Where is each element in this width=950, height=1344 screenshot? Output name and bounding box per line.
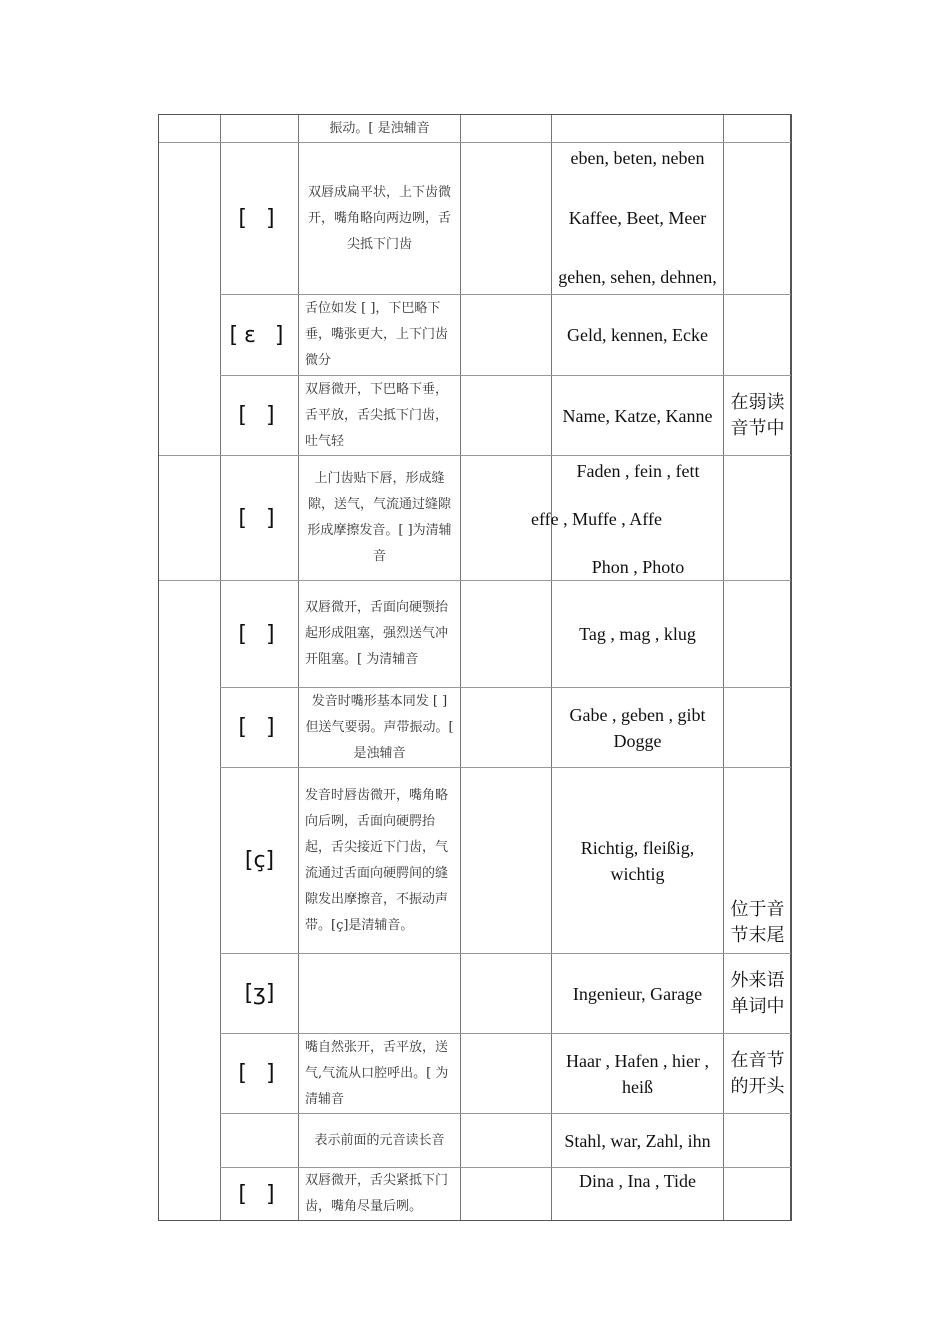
table-row bbox=[299, 115, 460, 142]
table-row bbox=[299, 768, 460, 953]
phonetics-table bbox=[158, 114, 792, 1221]
row-examples bbox=[519, 456, 723, 580]
table-row bbox=[299, 143, 460, 294]
row-examples bbox=[552, 1168, 723, 1220]
row-description: 上门齿贴下唇，形成缝隙，送气，气流通过缝隙形成摩擦发音。[ ]为清辅音 bbox=[307, 471, 452, 564]
row-description: 舌位如发 [ ]，下巴略下垂，嘴张更大，上下门齿微分 bbox=[305, 301, 449, 368]
row-symbol: [ç] bbox=[244, 848, 275, 873]
row-description: 双唇成扁平状，上下齿微开，嘴角略向两边咧，舌尖抵下门齿 bbox=[307, 184, 451, 252]
example-line: Haar , Hafen , hier , heiß bbox=[566, 1050, 709, 1097]
table-row bbox=[299, 376, 460, 455]
table-row bbox=[299, 295, 460, 375]
row-examples bbox=[552, 954, 723, 1033]
row-description: 双唇微开，舌尖紧抵下门齿，嘴角尽量后咧。 bbox=[305, 1173, 449, 1214]
example-line: Tag , mag , klug bbox=[579, 624, 696, 644]
row-examples bbox=[552, 376, 723, 455]
row-symbol: [ ] bbox=[238, 206, 281, 231]
row-description: 发音时嘴形基本同发 [ ] 但送气要弱。声带振动。[ 是浊辅音 bbox=[305, 693, 454, 761]
row-symbol: [ ] bbox=[238, 621, 281, 647]
row-symbol: [ ] bbox=[238, 1181, 281, 1207]
row-examples bbox=[552, 768, 723, 953]
example-line: Faden , fein , fett bbox=[576, 461, 700, 481]
note-text: 位于音节末尾 bbox=[730, 899, 785, 946]
example-line: gehen, sehen, dehnen, bbox=[558, 267, 717, 287]
row-note bbox=[724, 954, 791, 1033]
row-note bbox=[724, 376, 791, 455]
row-description: 双唇微开，舌面向硬颚抬起形成阻塞，强烈送气冲开阻塞。[ 为清辅音 bbox=[305, 600, 449, 667]
row-examples bbox=[552, 581, 723, 687]
note-text: 外来语单词中 bbox=[730, 969, 785, 1017]
example-line: eben, beten, neben bbox=[570, 148, 705, 168]
row-examples bbox=[552, 1034, 723, 1113]
row-note bbox=[724, 768, 791, 953]
row-examples bbox=[552, 1114, 723, 1167]
table-row bbox=[299, 581, 460, 687]
row-symbol: [ ] bbox=[238, 1061, 281, 1086]
example-line: Dina , Ina , Tide bbox=[579, 1171, 696, 1191]
example-line: effe , Muffe , Affe bbox=[531, 509, 662, 529]
table-row bbox=[299, 1034, 460, 1113]
row-symbol: [ ] bbox=[238, 403, 281, 428]
row-description: 振动。[ 是浊辅音 bbox=[329, 120, 430, 136]
example-line: Ingenieur, Garage bbox=[572, 983, 703, 1004]
example-line: Kaffee, Beet, Meer bbox=[568, 207, 707, 228]
note-text: 在弱读音节中 bbox=[730, 391, 785, 439]
example-line: Phon , Photo bbox=[591, 557, 685, 577]
example-line: Stahl, war, Zahl, ihn bbox=[564, 1130, 711, 1151]
note-text: 在音节的开头 bbox=[730, 1049, 785, 1097]
row-description: 双唇微开，下巴略下垂，舌平放，舌尖抵下门齿，吐气轻 bbox=[305, 381, 449, 449]
table-row bbox=[299, 456, 460, 580]
row-symbol: [ ] bbox=[238, 715, 281, 740]
table-row bbox=[299, 688, 460, 767]
example-line: Richtig, fleißig, wichtig bbox=[580, 837, 695, 884]
table-row bbox=[299, 1168, 460, 1220]
row-note bbox=[724, 1034, 791, 1113]
grid-line bbox=[460, 115, 461, 1220]
row-examples bbox=[552, 143, 723, 294]
row-description: 嘴自然张开，舌平放，送气,气流从口腔呼出。[ 为清辅音 bbox=[305, 1039, 449, 1107]
table-row bbox=[299, 1114, 460, 1167]
row-description: 发音时唇齿微开，嘴角略向后咧，舌面向硬腭抬起，舌尖接近下门齿，气流通过舌面向硬腭间的缝隙发出摩擦音，不振动声带。[ç]是清辅音。 bbox=[305, 787, 449, 933]
row-description: 表示前面的元音读长音 bbox=[314, 1132, 445, 1148]
row-symbol: [ɛ ] bbox=[229, 322, 290, 348]
row-symbol: [ʒ] bbox=[244, 981, 275, 1006]
example-line: Name, Katze, Kanne bbox=[562, 405, 713, 426]
row-symbol: [ ] bbox=[238, 505, 281, 531]
example-line: Geld, kennen, Ecke bbox=[567, 325, 708, 345]
example-line: Gabe , geben , gibt Dogge bbox=[569, 704, 706, 751]
row-examples bbox=[552, 295, 723, 375]
row-examples bbox=[552, 688, 723, 767]
